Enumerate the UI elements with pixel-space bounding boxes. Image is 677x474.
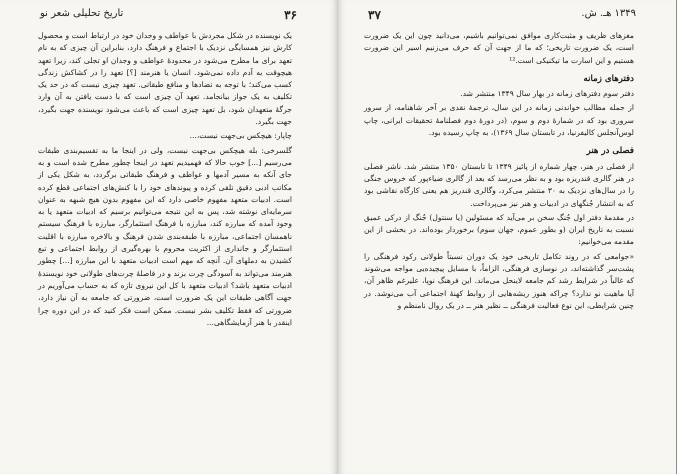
paragraph: چاپار: هیچکس بی‌جهت نیست،...	[189, 131, 292, 141]
right-page-header	[368, 8, 636, 22]
left-page-body	[38, 30, 292, 331]
paragraph: در مقدمهٔ دفتر اول جُنگ سخن بر می‌آید که مسئولین (یا سنتول) جُنگ از درکی عمیق نسبت به تاریخ ایران (و بطور عموم، جهان سوم) برخوردار بوده‌اند. در بخشی از این مقدمه می‌خوانیم:	[364, 212, 634, 247]
paragraph: دفتر سوم دفترهای زمانه در بهار سال ۱۳۴۹ منتشر شد.	[460, 89, 634, 99]
right-running-title: ۱۳۴۹ هـ. ش.	[581, 8, 636, 19]
paragraph: یک نویسنده در شکل مجردش با عواطف و وجدان خود در ارتباط است و محصول کارش نیز همسایگی نزدیک با اجتماع و فرهنگ دارد، بنابراین آن چیزی که به نام تعهد برای ما مطرح می‌شود در محدودهٔ عواطف و وجدان او تجلی کند، زیرا تعهد هیچوقت به آدم داده نمی‌شود. انسان یا هنرمند [؟] تعهد را در کشاکش زندگی کسب می‌کند؛ با توجه به تضادها و منافع طبقاتی. تعهد چیزی نیست که در حد یک تکلیف به یک جواز بیانجامد. تعهد آن چیزی است که با دست یافتن به آن وارد جرگهٔ متعهدان شود، بل تعهد چیزی است که باعث می‌شود نویسنده جهت بگیرد، جهت بگیرد.	[38, 31, 292, 127]
left-page-header	[40, 8, 297, 22]
paragraph: گلسرخی: بله هیچکس بی‌جهت نیست، ولی در اینجا ما به تقسیم‌بندی طبقات می‌رسیم [...] خوب حالا که فهمیدیم تعهد در اینجا چطور مطرح شده است و به جای آنکه به مسیر آدمها و عواطف و فرهنگ طبقاتی برگردد، به شکل یکی از مکاتب ادبی دقیق تلقی کرده و پیوندهای خود را با کنش‌های اجتماعی قطع کرده است. ادبیات متعهد مفهوم خاصی دارد که این مفهوم بدون هیچ شبهه به عنوان سرمایه‌ای نوشته شد، پس به این نتیجه می‌توانیم برسیم که ادبیات متعهد یا به وجود آمده که مبارزه کند، مبارزه با فرهنگ استثمارگر، مبارزه با فرهنگ سیستم ناهمسان اجتماعی، مبارزه با طبقه‌بندی شدن فرهنگ و بالاخره مبارزه با اقلیت استثمارگر و جانداری از اکثریت محروم با بهره‌گیری از روابط اجتماعی و تبع کشیدن به دملهای آن. آنچه که مهم است ادبیات متعهد با این مبارزه [...] چطور هنرمند می‌تواند به آسودگی چرت بزند و در فاصلهٔ چرت‌های طولانی خود نویسندهٔ ادبیات متعهد باشد؟ ادبیات متعهد با کل این نیروی تازه که به حساب می‌آوریم در جهت آگاهی طبقات این یک ضرورت است، ضرورتی که جامعه به آن نیاز دارد، ضرورتی که فقط تکلیف بشر نیست. ممکن است فکر کنید که در این دوره چرا اینقدر با هنر آزمایشگاهی...	[38, 145, 292, 327]
left-page	[0, 0, 338, 474]
section-heading: فصلی در هنر	[586, 146, 634, 157]
paragraph: از فصلی در هنر، چهار شماره از پائیز ۱۳۴۹ تا تابستان ۱۳۵۰ منتشر شد. ناشر فصلی در هنر گالری قندریزه بود و به نظر می‌رسد که بعد از گالری ضیاءپور که خروس جنگی را در سال‌های نزدیک به ۳۰ منتشر می‌کرد، وگالری قندریز هم یعنی کارگاه نقاشی بود که به انتشار جُنگهای در ادبیات و هنر نیز می‌پرداخت.	[364, 161, 634, 208]
section-heading: دفترهای زمانه	[583, 73, 634, 84]
left-page-number: ۳۶	[284, 8, 297, 22]
paragraph: مغزهای ظریف و مثبت‌کاری موافق نمی‌توانیم باشیم، می‌دانید چون این یک ضرورت است، یک ضرورت تاریخی؛ که ما از جهت آن که حرف می‌زنیم اسیر این ضرورت هستیم و این اسارت ما تیکنیکی است.¹²	[364, 31, 634, 65]
right-page-number: ۳۷	[368, 8, 381, 22]
right-page	[338, 0, 676, 474]
right-page-body	[364, 30, 634, 314]
paragraph: «جوامعی که در روند تکامل تاریخی خود یک دوران نسبتاً طولانی رکود فرهنگی را پشت‌سر گذاشته‌اند، در نوسازی فرهنگی، الزاماً، با مسایل پیچیده‌یی مواجه می‌شوند که غالباً در شرایط رشد کم جامعه لاینحل می‌ماند. این فرهنگ نوپا، علیرغم ظاهر آن، آیا ماهیت نو ندارد؟ چراکه هنوز ریشه‌هایی از روابط کهنهٔ اجتماعی آب می‌نوشد. در چنین شرایطی، این نوع فعالیت فرهنگی ــ نظیر هنر ــ در یک روال نامنظم و	[364, 251, 634, 310]
paragraph: از جمله مطالب خواندنی زمانه در این سال، ترجمهٔ نقدی بر آخر شاهنامه، از سرور سروری بود که در شمارهٔ دوم و سوم، (در دورهٔ دوم فصلنامهٔ تحقیقات ایرانی، چاپ لوس‌آنجلس کالیفرنیا، در تابستان سال ۱۳۶۹)، به چاپ رسیده بود.	[364, 103, 634, 138]
left-running-title: تاریخ تحلیلی شعر نو	[40, 8, 124, 19]
